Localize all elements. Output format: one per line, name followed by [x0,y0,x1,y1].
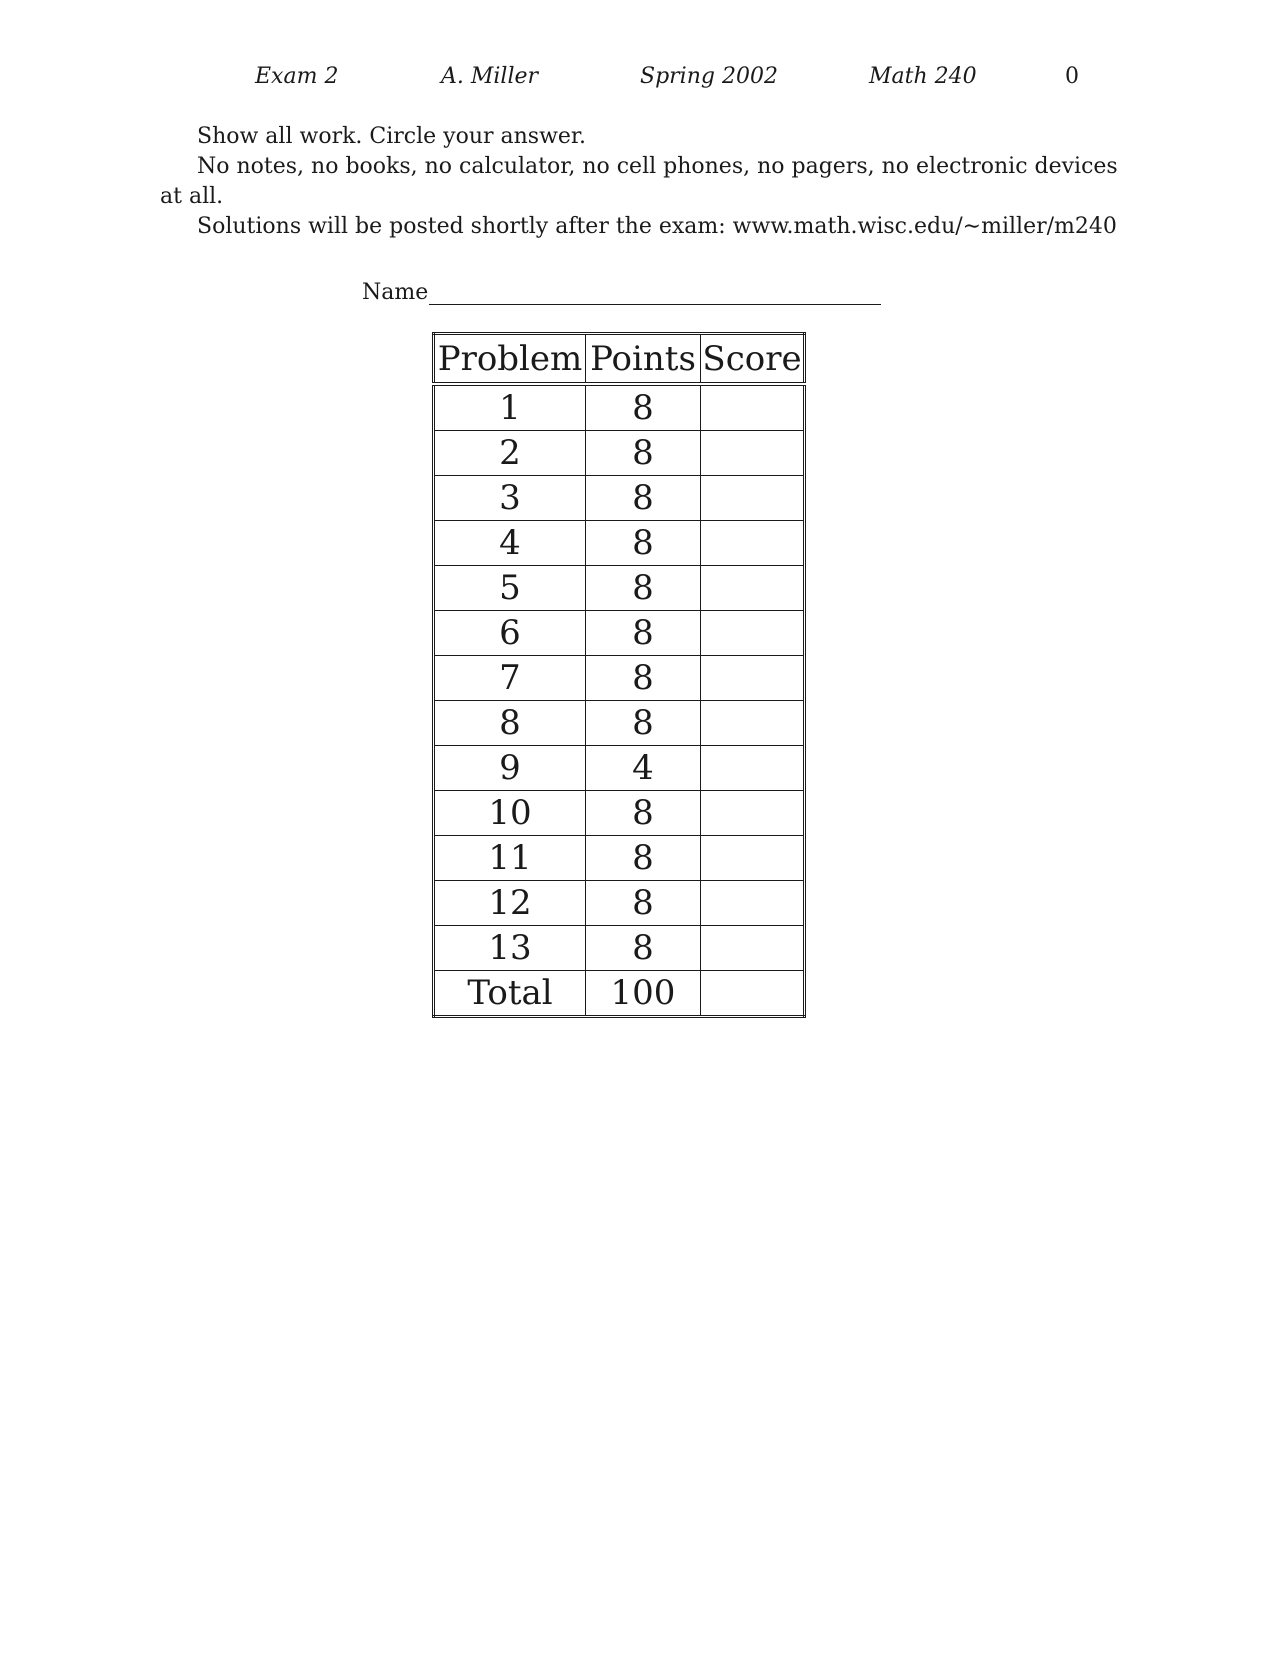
header-page-number: 0 [1065,64,1079,89]
header-author: A. Miller [441,64,539,89]
points-cell: 8 [586,701,701,746]
header-course: Math 240 [869,64,977,89]
instruction-line-1: Show all work. Circle your answer. [197,124,587,149]
problem-cell: 7 [434,656,586,701]
table-header-row [434,334,805,385]
table-row [434,746,805,791]
score-cell[interactable] [701,656,805,701]
points-cell: 8 [586,881,701,926]
table-row [434,431,805,476]
table-row [434,836,805,881]
table-total-row [434,971,805,1017]
score-cell[interactable] [701,881,805,926]
score-cell[interactable] [701,746,805,791]
name-label: Name [362,280,429,305]
score-cell[interactable] [701,926,805,971]
total-points-cell: 100 [586,971,701,1017]
instruction-line-2: No notes, no books, no calculator, no cell phones, no pagers, no electronic devices [197,154,1118,179]
name-field-line[interactable] [429,282,881,305]
score-cell[interactable] [701,836,805,881]
column-header-score: Score [701,334,805,385]
table-row [434,611,805,656]
score-cell[interactable] [701,384,805,431]
problem-cell: 1 [434,384,586,431]
score-cell[interactable] [701,431,805,476]
problem-cell: 13 [434,926,586,971]
name-row [362,280,881,305]
table-row [434,566,805,611]
score-cell[interactable] [701,611,805,656]
problem-cell: 10 [434,791,586,836]
instruction-line-3: at all. [160,184,224,209]
total-label-cell: Total [434,971,586,1017]
problem-cell: 11 [434,836,586,881]
score-cell[interactable] [701,701,805,746]
points-cell: 8 [586,476,701,521]
problem-cell: 12 [434,881,586,926]
table-row [434,521,805,566]
total-score-cell[interactable] [701,971,805,1017]
score-cell[interactable] [701,521,805,566]
score-cell[interactable] [701,791,805,836]
points-cell: 8 [586,384,701,431]
table-row [434,476,805,521]
score-cell[interactable] [701,476,805,521]
problem-cell: 8 [434,701,586,746]
points-cell: 8 [586,521,701,566]
points-cell: 8 [586,791,701,836]
points-cell: 8 [586,926,701,971]
table-row [434,881,805,926]
table-row [434,656,805,701]
problem-cell: 3 [434,476,586,521]
points-cell: 8 [586,431,701,476]
table-row [434,926,805,971]
problem-cell: 6 [434,611,586,656]
header-exam: Exam 2 [255,64,339,89]
points-cell: 4 [586,746,701,791]
column-header-problem: Problem [434,334,586,385]
table-row [434,384,805,431]
table-row [434,701,805,746]
header-term: Spring 2002 [640,64,778,89]
instruction-line-4: Solutions will be posted shortly after the exam: www.math.wisc.edu/∼miller/m240 [197,214,1117,239]
problem-cell: 2 [434,431,586,476]
points-cell: 8 [586,566,701,611]
column-header-points: Points [586,334,701,385]
problem-cell: 4 [434,521,586,566]
instructions [160,122,1118,242]
score-table [432,332,806,1018]
table-row [434,791,805,836]
points-cell: 8 [586,656,701,701]
score-cell[interactable] [701,566,805,611]
problem-cell: 5 [434,566,586,611]
points-cell: 8 [586,611,701,656]
points-cell: 8 [586,836,701,881]
problem-cell: 9 [434,746,586,791]
